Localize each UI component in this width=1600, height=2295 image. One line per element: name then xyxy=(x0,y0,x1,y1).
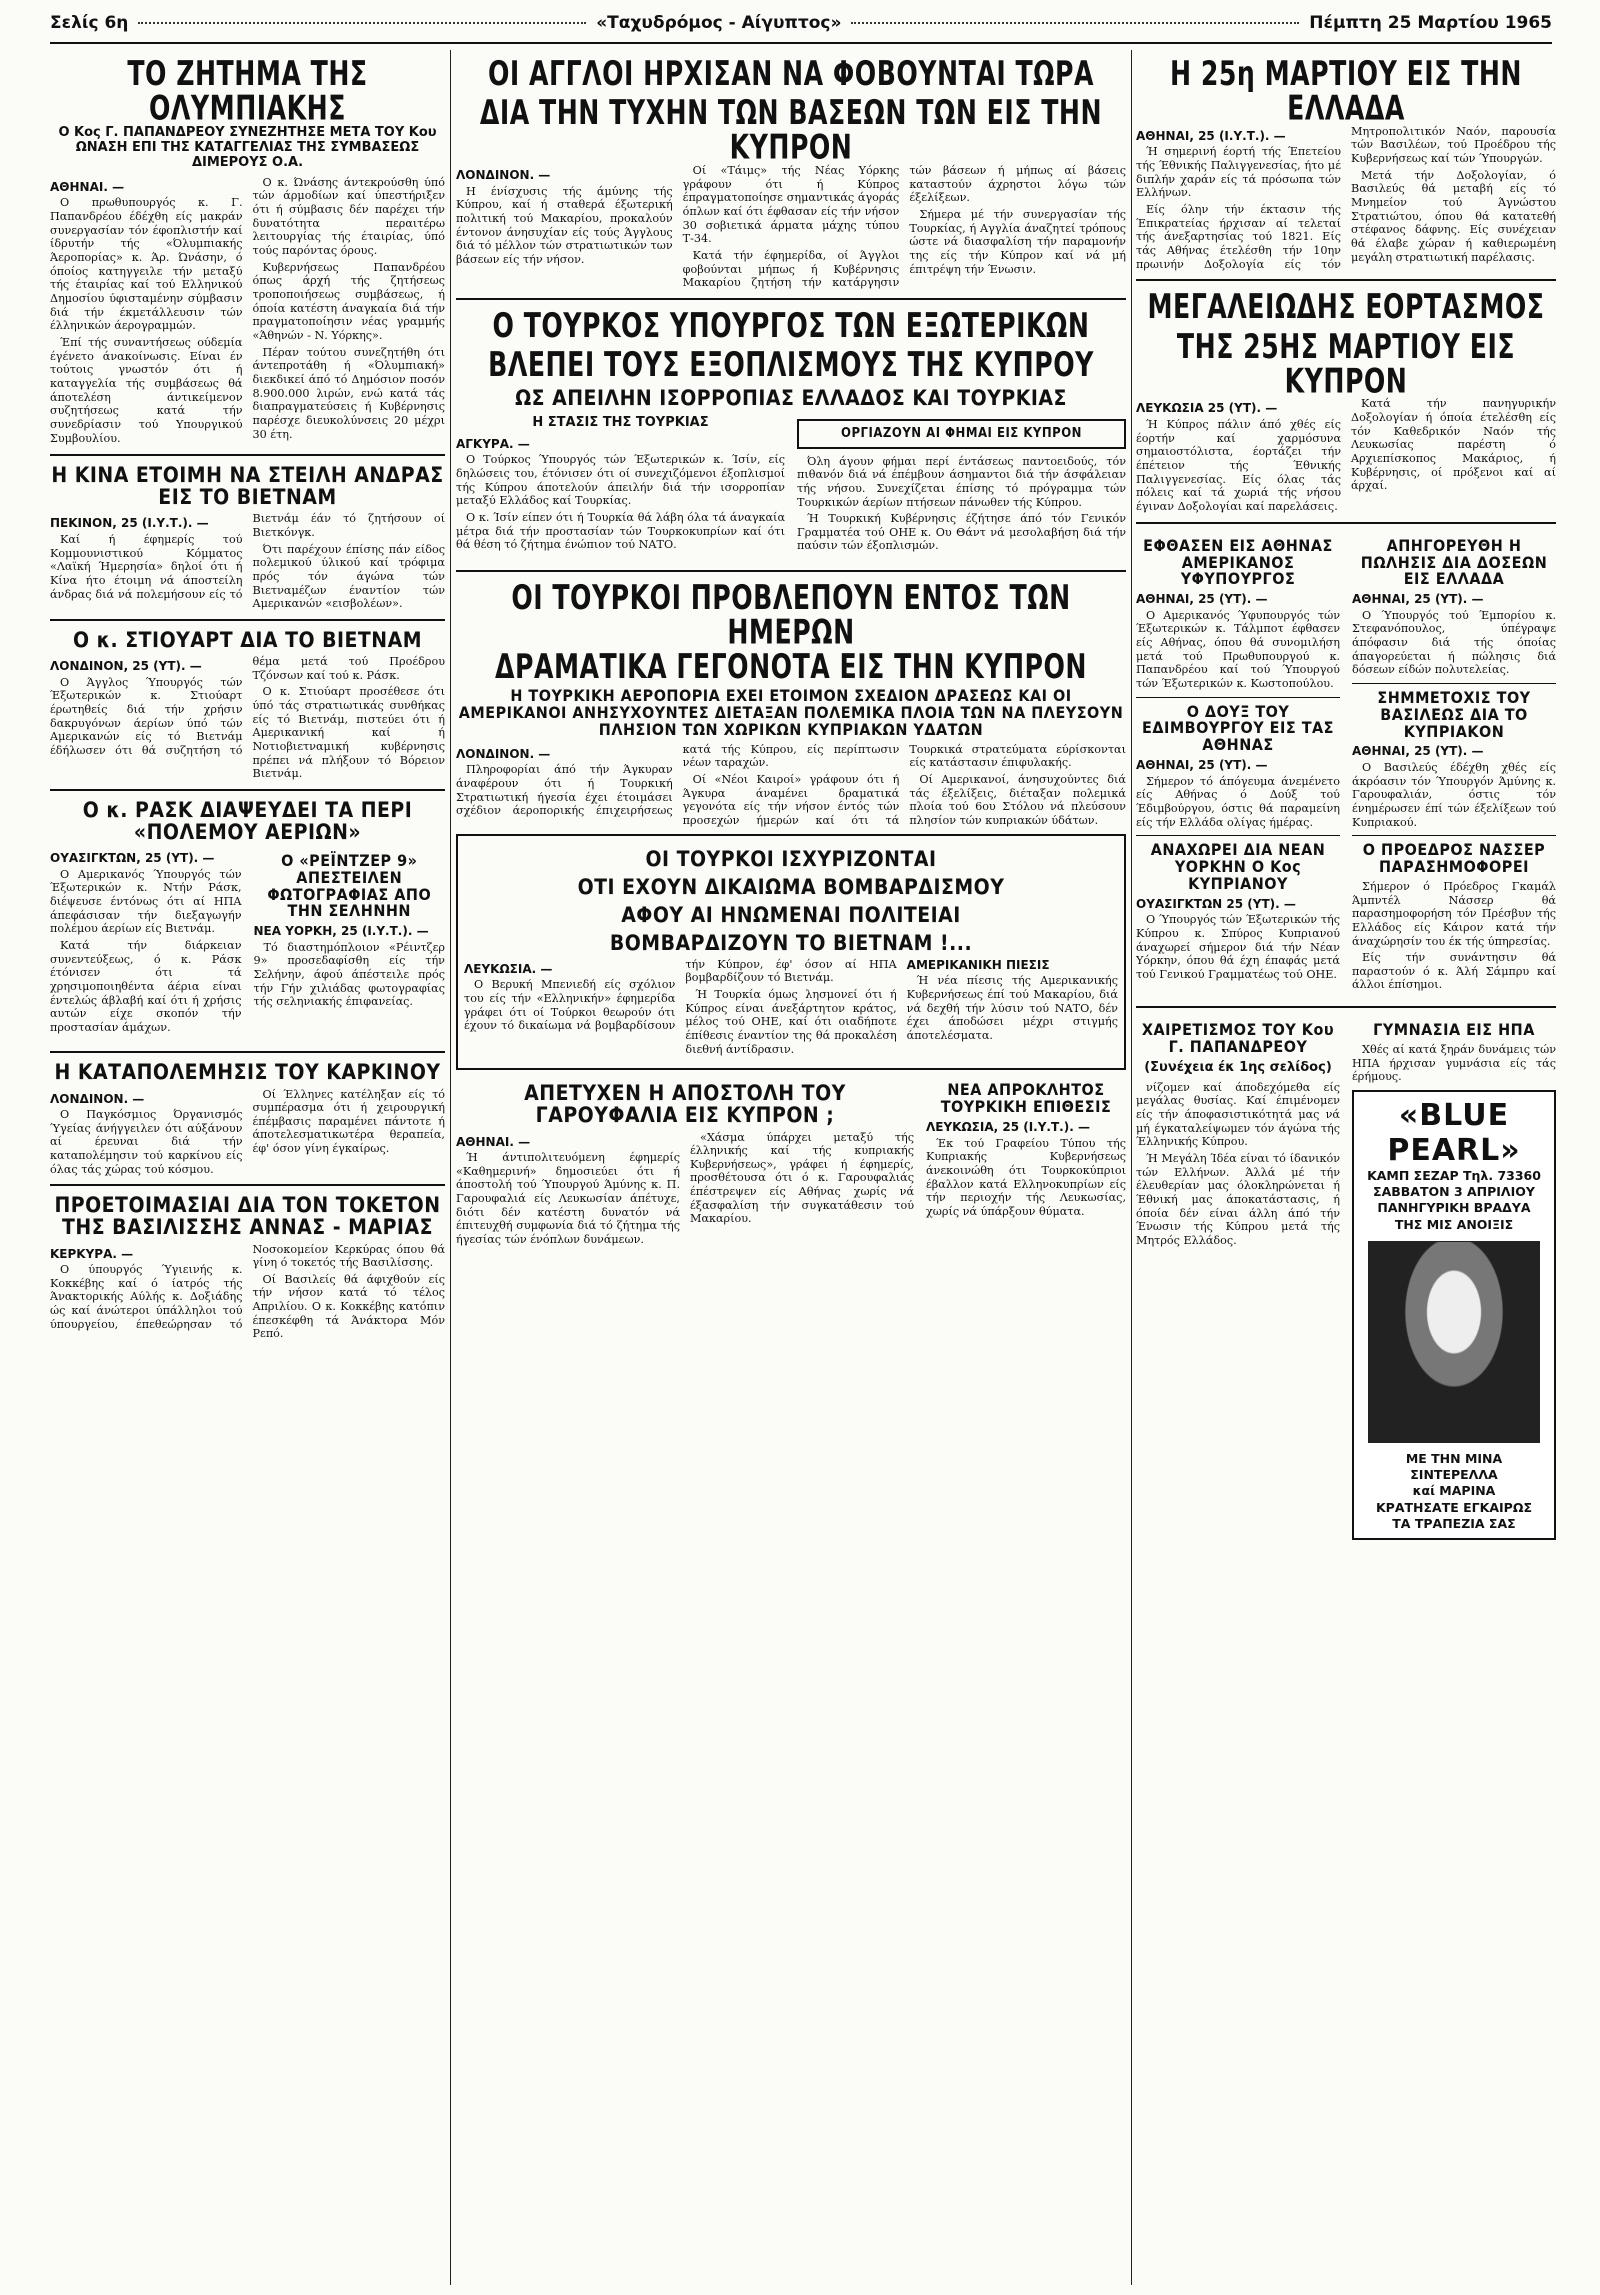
dateline: ΑΘΗΝΑΙ. — xyxy=(50,179,125,194)
ad-photo xyxy=(1368,1241,1540,1443)
headline: ΧΑΙΡΕΤΙΣΜΟΣ ΤΟΥ Κου Γ. ΠΑΠΑΝΔΡΕΟΥ xyxy=(1141,1020,1335,1056)
headline: ΟΙ ΑΓΓΛΟΙ ΗΡΧΙΣΑΝ ΝΑ ΦΟΒΟΥΝΤΑΙ ΤΩΡΑ xyxy=(487,53,1094,94)
headline: ΟΙ ΤΟΥΡΚΟΙ ΠΡΟΒΛΕΠΟΥΝ ΕΝΤΟΣ ΤΩΝ ΗΜΕΡΩΝ xyxy=(511,577,1071,653)
headline: ΒΛΕΠΕΙ ΤΟΥΣ ΕΞΟΠΛΙΣΜΟΥΣ ΤΗΣ ΚΥΠΡΟΥ xyxy=(488,345,1094,385)
folio-divider xyxy=(851,22,1299,24)
headline: Ο ΠΡΟΕΔΡΟΣ ΝΑΣΣΕΡ ΠΑΡΑΣΗΜΟΦΟΡΕΙ xyxy=(1362,840,1546,877)
divider xyxy=(50,619,445,621)
article-body xyxy=(50,847,242,1038)
paragraph: Ο Βασιλεύς έδέχθη χθές είς άκρόασιν τόν Ύπουργόν Άμύνης κ. Γαρουφαλιάν, όστις τόν ένημέρωσεν έπί τών έξελίξεων τού Κυπριακού. xyxy=(1352,761,1556,829)
headline: ΔΡΑΜΑΤΙΚΑ ΓΕΓΟΝΟΤΑ ΕΙΣ ΤΗΝ ΚΥΠΡΟΝ xyxy=(495,646,1087,687)
paragraph: Σήμερον ό Πρόεδρος Γκαμάλ Άμπντέλ Νάσσερ θά παρασημοφορήση τόν Πρέσβυν τής Ελλάδος είς Κάιρον κατά τήν άναχώρησίν του έκ τής ύπηρεσίας. xyxy=(1352,879,1556,948)
article-greeting xyxy=(1136,1016,1340,1546)
headline: ΟΙ ΤΟΥΡΚΟΙ ΙΣΧΥΡΙΖΟΝΤΑΙ xyxy=(645,846,937,871)
ad-line: καί ΜΑΡΙΝΑ xyxy=(1412,1483,1496,1499)
article-nasser xyxy=(1352,842,1556,992)
paragraph: Είς τήν συνάντησιν θά παραστούν ό κ. Άλή Σάμπρυ καί άλλοι έπίσημοι. xyxy=(1352,951,1556,992)
paragraph: Ή σημερινή έορτή τής Έπετείου τής Έθνικής Παλιγγενεσίας, ήτο μέ διπλήν χαράν είς τά πρόσωπα τών Ελλήνων. xyxy=(1136,145,1341,200)
article-duke xyxy=(1136,701,1340,830)
headline: Η ΚΙΝΑ ΕΤΟΙΜΗ ΝΑ ΣΤΕΙΛΗ ΑΝΔΡΑΣ ΕΙΣ ΤΟ ΒΙΕΤΝΑΜ xyxy=(51,463,444,510)
dateline: ΛΕΥΚΩΣΙΑ 25 (ΥΤ). — xyxy=(1136,401,1278,416)
ad-line: ΚΑΜΠ ΣΕΖΑΡ Τηλ. 73360 xyxy=(1367,1167,1541,1183)
article-queen xyxy=(50,1194,445,1341)
ad-brand: «BLUE PEARL» xyxy=(1387,1097,1521,1168)
article-body xyxy=(926,1120,1126,1219)
article-installments xyxy=(1352,535,1556,677)
paragraph: Κατά τήν πανηγυρικήν Δοξολογίαν ή όποία έτελέσθη είς τόν Καθεδρικόν Ναόν τής Λευκωσίας παρέστη ό Αρχιεπίσκοπος Μακάριος, ή Κυβέρνησις, οί πρόξενοι καί αί άρχαί. xyxy=(1351,397,1556,493)
headline: Ο κ. ΣΤΙΟΥΑΡΤ ΔΙΑ ΤΟ ΒΙΕΤΝΑΜ xyxy=(72,627,423,652)
article-body xyxy=(50,1088,445,1177)
headline: ΓΥΜΝΑΣΙΑ ΕΙΣ ΗΠΑ xyxy=(1373,1020,1535,1040)
article-body xyxy=(464,958,1118,1057)
folio-divider xyxy=(138,22,586,24)
article-garoufalias xyxy=(456,1076,914,1252)
divider xyxy=(1136,835,1340,836)
headline: Ο ΔΟΥΞ ΤΟΥ ΕΔΙΜΒΟΥΡΓΟΥ ΕΙΣ ΤΑΣ ΑΘΗΝΑΣ xyxy=(1142,701,1334,755)
article-british-bases xyxy=(456,53,1126,290)
headline: ΟΤΙ ΕΧΟΥΝ ΔΙΚΑΙΩΜΑ ΒΟΜΒΑΡΔΙΣΜΟΥ xyxy=(577,874,1005,899)
dateline: ΑΓΚΥΡΑ. — xyxy=(456,436,530,451)
dateline: ΛΟΝΔΙΝΟΝ. — xyxy=(456,746,551,761)
paragraph: Ο πρωθυπουργός κ. Γ. Παπανδρέου έδέχθη είς μακράν συνεργασίαν τόν έφοπλιστήν καί ίδρυτήν τής «Όλυμπιακής Άεροπορίας» κ. Άρ. Ώνάσην, ό όποίος κατηγγειλε τήν μεταξύ τής έταιρίας καί τού Ελληνικού Δημοσίου ύφισταμένην σύμβασιν διά τήν έκμετάλλευσιν τών έλληνικών άερογραμμών. xyxy=(50,196,243,333)
paragraph: Ή Κύπρος πάλιν άπό χθές είς έορτήν καί χαρμόσυνα σημαιοστόλιστα, έορτάζει τήν έπέτειον τής Έθνικής Παλιγγενεσίας. Είς όλας τάς πόλεις καί τά χωριά τής νήσου έγιναν Δοξολογίαι καί παρελάσεις. xyxy=(1136,418,1341,514)
boxed-subhead: ΟΡΓΙΑΖΟΥΝ ΑΙ ΦΗΜΑΙ ΕΙΣ ΚΥΠΡΟΝ xyxy=(797,419,1126,449)
dateline: ΛΟΝΔΙΝΟΝ, 25 (ΥΤ). — xyxy=(50,658,202,673)
paragraph: «Χάσμα ύπάρχει μεταξύ τής έλληνικής καί τής κυπριακής Κυβερνήσεως», γράφει ή έφημερίς, προσθέτουσα ότι ό κ. Γαρουφαλιάς έπέστρεψεν είς Αθήνας χωρίς νά έξασφαλίση τήν συγκατάθεσιν τού Μακαρίου. xyxy=(690,1130,914,1226)
paragraph: Ο Ύπουργός τών Έξωτερικών τής Κύπρου κ. Σπύρος Κυπριανού άναχωρεί σήμερον διά τήν Νέαν Υόρκην, όπου θά έχη έπαφάς μετά τού Γενικού Γραμματέως τού ΟΗΕ. xyxy=(1136,913,1340,981)
headline: ΕΦΘΑΣΕΝ ΕΙΣ ΑΘΗΝΑΣ ΑΜΕΡΙΚΑΝΟΣ ΥΦΥΠΟΥΡΓΟΣ xyxy=(1143,535,1333,589)
ad-line: ΣΑΒΒΑΤΟΝ 3 ΑΠΡΙΛΙΟΥ xyxy=(1373,1184,1535,1200)
paragraph: Ο Ύπουργός τού Έμπορίου κ. Στεφανόπουλος, ύπέγραψε άπόφασιν διά τής όποίας άπαγορεύεται ή πώλησις διά δόσεων είδών πολυτελείας. xyxy=(1352,608,1556,677)
divider xyxy=(1136,1006,1556,1008)
article-rusk xyxy=(50,799,445,1044)
dateline: ΑΘΗΝΑΙ, 25 (ΥΤ). — xyxy=(1352,592,1484,607)
divider xyxy=(1352,835,1556,836)
article-march25-greece xyxy=(1136,53,1556,271)
article-body xyxy=(1352,880,1556,992)
headline: ΑΦΟΥ ΑΙ ΗΝΩΜΕΝΑΙ ΠΟΛΙΤΕΙΑΙ xyxy=(621,902,961,927)
kicker: Η ΣΤΑΣΙΣ ΤΗΣ ΤΟΥΡΚΙΑΣ xyxy=(532,414,709,430)
headline: Ο ΤΟΥΡΚΟΣ ΥΠΟΥΡΓΟΣ ΤΩΝ ΕΞΩΤΕΡΙΚΩΝ xyxy=(492,305,1090,346)
paragraph: νίζομεν καί άποδεχόμεθα είς μεγάλας θυσίας. Καί έπιμένομεν είς τήν άποφασιστικότητά μας νά μή έγκαταλείψωμεν τόν άγώνα τής Έλληνικής Κύπρου. xyxy=(1136,1080,1340,1149)
article-body xyxy=(254,924,446,1009)
divider xyxy=(50,1051,445,1053)
column-rule xyxy=(1131,50,1132,2285)
page-number: Σελίς 6η xyxy=(50,13,129,33)
paragraph: Ο Αμερικανός Ύφυπουργός τών Έξωτερικών κ. Τάλμποτ έφθασεν είς Αθήνας, όπου θά συνομιλήση μετά τού Πρωθυπουργού κ. Παπανδρέου καί τού Ύπουργού τών Έξωτερικών κ. Κωστοπούλου. xyxy=(1136,608,1340,690)
article-body xyxy=(1136,397,1556,513)
paragraph: Ο Παγκόσμιος Όργανισμός Ύγείας άνήγγειλεν ότι αύξάνουν αί έρευναι διά τήν καταπολέμησιν τού καρκίνου είς όλας τάς χώρας τού κόσμου. xyxy=(50,1108,243,1176)
paragraph: Οί «Τάιμς» τής Νέας Υόρκης γράφουν ότι ή Κύπρος έπραγματοποίησε σημαντικάς άγοράς όπλων καί ότι έφθασαν είς τήν νήσον 30 σοβιετικά άρματα μάχης τύπου Τ-34. xyxy=(682,164,900,246)
inline-subhead: ΑΜΕΡΙΚΑΝΙΚΗ ΠΙΕΣΙΣ xyxy=(906,957,1050,972)
divider xyxy=(456,570,1126,572)
headline: Ο κ. ΡΑΣΚ ΔΙΑΨΕΥΔΕΙ ΤΑ ΠΕΡΙ «ΠΟΛΕΜΟΥ ΑΕΡΙΩΝ» xyxy=(82,797,413,844)
article-kyprianou xyxy=(1136,842,1340,981)
dateline: ΠΕΚΙΝΟΝ, 25 (Ι.Υ.Τ.). — xyxy=(50,516,209,531)
article-body xyxy=(50,1243,445,1342)
paragraph: Έκ τού Γραφείου Τύπου τής Κυπριακής Κυβερνήσεως άνεκοινώθη ότι Τουρκοκύπριοι έβαλλον κατά Ελληνοκυπρίων είς τήν περιοχήν τής Λευκωσίας, χωρίς νά ύπάρξουν θύματα. xyxy=(926,1136,1126,1218)
dateline: ΑΘΗΝΑΙ, 25 (ΥΤ). — xyxy=(1352,744,1484,759)
article-body xyxy=(1136,592,1340,691)
article-stewart xyxy=(50,629,445,781)
advertisement-blue-pearl xyxy=(1352,1090,1556,1540)
headline: ΠΡΟΕΤΟΙΜΑΣΙΑΙ ΔΙΑ ΤΟΝ ΤΟΚΕΤΟΝ ΤΗΣ ΒΑΣΙΛΙΣΣΗΣ ΑΝΝΑΣ - ΜΑΡΙΑΣ xyxy=(54,1193,441,1240)
top-rule xyxy=(50,42,1552,44)
headline: ΒΟΜΒΑΡΔΙΖΟΥΝ ΤΟ ΒΙΕΤΝΑΜ !... xyxy=(609,930,973,955)
paragraph: Οί Έλληνες κατέληξαν είς τό συμπέρασμα ότι ή χειρουργική έπέμβασις παραμένει πάντοτε ή άποτελεσματικωτέρα θεραπεία, έφ' όσον γίνη έγκαίρως. xyxy=(252,1087,445,1156)
paragraph: Ο κ. Ώνάσης άντεκρούσθη ύπό τών άρμοδίων καί ύπεστήριξεν ότι ή σύμβασις δέν παρέχει τήν δυνατότητα περαιτέρω λειτουργίας τής έταιρίας, ύπό τούς παρόντας όρους. xyxy=(252,175,445,258)
article-body xyxy=(456,164,1126,290)
article-body xyxy=(456,743,1126,828)
paragraph: Καί ή έφημερίς τού Κομμουνιστικού Κόμματος «Λαϊκή Ήμερησία» δηλοί ότι ή Κίνα ήτο έτοιμη νά άποστείλη άνδρας διά νά πολεμήσουν είς τό Βιετνάμ έάν τό ζητήσουν οί Βιετκόνγκ. xyxy=(50,512,445,601)
subheadline: Ο Κος Γ. ΠΑΠΑΝΔΡΕΟΥ ΣΥΝΕΖΗΤΗΣΕ ΜΕΤΑ ΤΟΥ Κου ΩΝΑΣΗ ΕΠΙ ΤΗΣ ΚΑΤΑΓΓΕΛΙΑΣ ΤΗΣ ΣΥΜΒΑΣΕΩΣ ΔΙΜΕΡΟΥΣ Ο.Α. xyxy=(58,124,437,170)
paragraph: Έπί τής συναντήσεως ούδεμία έγένετο άνακοίνωσις. Είναι έν τούτοις γνωστόν ότι ή καταγγελία τής συμβάσεως θά άποτελέση άντικείμενον συζητήσεως κατά τήν συνεδρίασιν τού Υπουργικού Συμβουλίου. xyxy=(50,335,243,445)
article-cancer xyxy=(50,1061,445,1176)
headline: ΣΗΜΜΕΤΟΧΙΣ ΤΟΥ ΒΑΣΙΛΕΩΣ ΔΙΑ ΤΟ ΚΥΠΡΙΑΚΟΝ xyxy=(1377,688,1531,741)
article-body xyxy=(50,512,445,611)
paragraph: Πέραν τούτου συνεζητήθη ότι άντεπροτάθη ή «Όλυμπιακή» διεκδικεί άπό τό Δημόσιον ποσόν 8.900.000 λιρών, ενώ κατά τάς διαπραγματεύσεις ή Κυβέρνησις παρέσχε διευκολύνσεις 20 μέχρι 30 έτη. xyxy=(252,345,445,441)
deck: Η ΤΟΥΡΚΙΚΗ ΑΕΡΟΠΟΡΙΑ ΕΧΕΙ ΕΤΟΙΜΟΝ ΣΧΕΔΙΟΝ ΔΡΑΣΕΩΣ ΚΑΙ ΟΙ ΑΜΕΡΙΚΑΝΟΙ ΑΝΗΣΥΧΟΥΝΤΕΣ ΔΙΕΤΑΞΑΝ ΠΟΛΕΜΙΚΑ ΠΛΟΙΑ ΤΩΝ ΝΑ ΠΛΕΥΣΟΥΝ ΠΛΗΣΙΟΝ ΤΩΝ ΧΩΡΙΚΩΝ ΚΥΠΡΙΑΚΩΝ ΥΔΑΤΩΝ xyxy=(458,686,1124,739)
article-ranger xyxy=(254,847,446,1044)
dateline: ΛΟΝΔΙΝΟΝ. — xyxy=(50,1091,145,1106)
continuation-note: (Συνέχεια έκ 1ης σελίδος) xyxy=(1144,1059,1332,1075)
newspaper-name: «Ταχυδρόμος - Αίγυπτος» xyxy=(596,13,842,33)
issue-date: Πέμπτη 25 Μαρτίου 1965 xyxy=(1309,13,1553,33)
dateline: ΝΕΑ ΥΟΡΚΗ, 25 (Ι.Υ.Τ.). — xyxy=(253,924,429,939)
paragraph: Οί Αμερικανοί, άνησυχούντες διά τάς έξελίξεις, διέταξαν πολεμικά πλοία τού 6ου Στόλου νά πλεύσουν πλησίον τών κυπριακών ύδάτων. xyxy=(909,773,1126,827)
article-body xyxy=(456,413,785,556)
dateline: ΛΕΥΚΩΣΙΑ, 25 (Ι.Υ.Τ.). — xyxy=(926,1120,1090,1135)
paragraph: Οί Βασιλείς θά άφιχθούν είς τήν νήσον κατά τό τέλος Απριλίου. Ο κ. Κοκκέβης κατόπιν έπεσκέφθη τά Άνάκτορα Μόν Ρεπό. xyxy=(252,1272,445,1341)
article-body xyxy=(456,1131,914,1247)
article-turkish-minister xyxy=(456,305,1126,562)
paragraph: Ότι παρέχουν έπίσης πάν είδος πολεμικού ύλικού καί τρόφιμα πρός τόν άγώνα τών Βιετναμέζων έναντίον τών Αμερικανών «εισβολέων». xyxy=(252,542,445,611)
dateline: ΑΘΗΝΑΙ, 25 (ΥΤ). — xyxy=(1136,592,1268,607)
headline: ΩΣ ΑΠΕΙΛΗΝ ΙΣΟΡΡΟΠΙΑΣ ΕΛΛΑΔΟΣ ΚΑΙ ΤΟΥΡΚΙΑΣ xyxy=(515,385,1067,410)
ad-line: ΤΗΣ ΜΙΣ ΑΝΟΙΞΙΣ xyxy=(1394,1216,1514,1232)
paragraph: Τό διαστημόπλοιον «Ρέιντζερ 9» προσεδαφίσθη είς τήν Σελήνην, άφού άπέστειλε πρός τήν Γήν χιλιάδας φωτογραφίας τής σεληνιακής έπιφανείας. xyxy=(253,940,445,1009)
article-body xyxy=(1136,758,1340,829)
column-rule xyxy=(450,50,451,2285)
article-china xyxy=(50,464,445,611)
paragraph: Ο Τούρκος Ύπουργός τών Έξωτερικών κ. Ίσίν, είς δηλώσεις του, έτόνισεν ότι οί συνεχιζόμενοι έξοπλισμοί τής Κύπρου άποτελούν άπειλήν διά τήν ισορροπίαν μεταξύ Ελλάδος καί Τουρκίας. xyxy=(456,453,785,508)
paragraph: Είς όλην τήν έκτασιν τής Έπικρατείας ήρχισαν αί τελεταί τής άνεξαρτησίας τού 1821. Είς τάς Αθήνας έτελέσθη τήν 10ην πρωινήν Δοξολογία είς τόν Μητροπολιτικόν Ναόν, παρουσία τών Βασιλέων, τού Προέδρου τής Κυβερνήσεως καί τών Ύπουργών. xyxy=(1136,124,1556,271)
headline: ΜΕΓΑΛΕΙΩΔΗΣ ΕΟΡΤΑΣΜΟΣ xyxy=(1147,286,1545,327)
article-new-attack xyxy=(926,1076,1126,1252)
dateline: ΛΕΥΚΩΣΙΑ. — xyxy=(464,961,553,976)
paragraph: Ή νέα πίεσις τής Αμερικανικής Κυβερνήσεως έπί τού Μακαρίου, διά νά δεχθή τήν λύσιν τού ΝΑΤΟ, δέν έχει άποδώσει μέχρι στιγμής άποτελέσματα. xyxy=(906,974,1118,1043)
paragraph: Κυβερνήσεως Παπανδρέου όπως άρχή τής ζητήσεως τροποποιήσεως συμβάσεως, ή όποία κατέστη άναγκαία διά τήν πραγματοποίησιν νέας γραμμής «Άθηνών - Ν. Υόρκης». xyxy=(252,260,445,342)
paragraph: Κατά τήν έφημερίδα, οί Άγγλοι φοβούνται μήπως ή Κυβέρνησις Μακαρίου ζητήση τήν κατάργησιν τών βάσεων ή μήπως αί βάσεις καταστούν άχρηστοι λόγω τών έξελίξεων. xyxy=(682,164,1126,290)
paragraph: Ο κ. Στιούαρτ προσέθεσε ότι ύπό τάς στρατιωτικάς συνθήκας είς τό Βιετνάμ, πιστεύει ότι ή Αμερικανική καί ή Νοτιοβιετναμική κυβέρνησις πρέπει νά πλήξουν τό Βόρειον Βιετνάμ. xyxy=(252,685,445,781)
headline: ΑΠΕΤΥΧΕΝ Η ΑΠΟΣΤΟΛΗ ΤΟΥ ΓΑΡΟΥΦΑΛΙΑ ΕΙΣ ΚΥΠΡΟΝ ; xyxy=(524,1081,846,1128)
divider xyxy=(1352,683,1556,684)
ad-line: ΚΡΑΤΗΣΑΤΕ ΕΓΚΑΙΡΩΣ xyxy=(1376,1499,1532,1515)
headline: ΝΕΑ ΑΠΡΟΚΛΗΤΟΣ ΤΟΥΡΚΙΚΗ ΕΠΙΘΕΣΙΣ xyxy=(940,1080,1112,1117)
ad-line: ΜΕ ΤΗΝ ΜΙΝΑ ΣΙΝΤΕΡΕΛΛΑ xyxy=(1405,1450,1503,1483)
paragraph: Ο Βερυκή Μπενιεδή είς σχόλιον του είς τήν «Ελληνικήν» έφημερίδα γράφει ότι οί Τούρκοι θεωρούν ότι έχουν τό δικαίωμα νά βομβαρδίσουν τήν Κύπρον, έφ' όσον αί ΗΠΑ βομβαρδίζουν τό Βιετνάμ. xyxy=(464,957,897,1033)
article-king xyxy=(1352,690,1556,829)
paragraph: Όλη άγουν φήμαι περί έντάσεως παντοειδούς, τόν πιθανόν διά νά έπέμβουν άσημαντοι διά τήν άσφάλειαν τής νήσου. Συνεχίζεται έπίσης τό πρόγραμμα τών Τουρκικών άερίων πτήσεων πάνωθεν τής Κύπρου. xyxy=(797,454,1126,509)
paragraph: Ή Τουρκική Κυβέρνησις έζήτησε άπό τόν Γενικόν Γραμματέα τού ΟΗΕ κ. Ου Θάντ νά μεσολαβήση διά τήν παύσιν τών έξοπλισμών. xyxy=(797,512,1126,553)
dateline: ΛΟΝΔΙΝΟΝ. — xyxy=(456,168,551,183)
article-body xyxy=(1136,1081,1340,1248)
headline: Ο «ΡΕΪΝΤΖΕΡ 9» ΑΠΕΣΤΕΙΛΕΝ ΦΩΤΟΓΡΑΦΙΑΣ ΑΠΟ ΤΗΝ ΣΕΛΗΝΗΝ xyxy=(267,850,432,921)
divider xyxy=(50,454,445,456)
article-body xyxy=(1352,1043,1556,1084)
article-body xyxy=(1136,125,1556,272)
article-march25-cyprus xyxy=(1136,286,1556,514)
paragraph: Σήμερον τό άπόγευμα άνεμένετο είς Αθήνας ό Δούξ τού Έδιμβούργου, όστις θά παραμείνη είς τήν Ελλάδα ολίγας ήμέρας. xyxy=(1136,774,1340,829)
column-center xyxy=(456,50,1126,2285)
dateline: ΟΥΑΣΙΓΚΤΩΝ, 25 (ΥΤ). — xyxy=(50,850,215,865)
article-body xyxy=(1352,744,1556,829)
article-body xyxy=(1136,897,1340,982)
article-body xyxy=(50,176,445,446)
divider xyxy=(1136,697,1340,698)
dateline: ΚΕΡΚΥΡΑ. — xyxy=(50,1246,134,1261)
headline: ΤΟ ΖΗΤΗΜΑ ΤΗΣ ΟΛΥΜΠΙΑΚΗΣ xyxy=(127,53,368,129)
paragraph: Χθές αί κατά ξηράν δυνάμεις τών ΗΠΑ ήρχισαν γυμνάσια είς τάς έρήμους. xyxy=(1352,1042,1556,1084)
article-dramatic-events xyxy=(456,577,1126,828)
ad-line: ΠΑΝΗΓΥΡΙΚΗ ΒΡΑΔΥΑ xyxy=(1377,1200,1531,1216)
paragraph: Ή άντιπολιτευόμενη έφημερίς «Καθημερινή» δημοσιεύει ότι ή άποστολή τού Ύπουργού Άμύνης κ. Π. Γαρουφαλιά είς Λευκωσίαν άπέτυχε, διότι δέν κατέστη δυνατόν νά έπιτευχθή συμφωνία διά τό ζήτημα τής ήγεσίας τών ένόπλων δυνάμεων. xyxy=(456,1151,680,1247)
ad-line: ΤΑ ΤΡΑΠΕΖΙΑ ΣΑΣ xyxy=(1392,1515,1516,1531)
column-right xyxy=(1136,50,1556,2285)
divider xyxy=(1136,522,1556,524)
divider xyxy=(456,298,1126,300)
column-left xyxy=(50,50,445,2285)
divider xyxy=(1136,279,1556,281)
headline: Η 25η ΜΑΡΤΙΟΥ ΕΙΣ ΤΗΝ ΕΛΛΑΔΑ xyxy=(1170,53,1522,129)
paragraph: Κατά τήν διάρκειαν συνεντεύξεως, ό κ. Ράσκ έτόνισεν ότι τά χρησιμοποιηθέντα άέρια είναι έντελώς άβλαβή καί ότι ή χρήσις αυτών είχε σκοπόν τήν προστασίαν άμάχων. xyxy=(50,938,242,1034)
article-olympic xyxy=(50,53,445,446)
paragraph: Πληροφορίαι άπό τήν Άγκυραν άναφέρουν ότι ή Τουρκική Στρατιωτική ήγεσία έχει έτοιμάσει σχέδιον άεροπορικής έπιχειρήσεως κατά τής Κύπρου, είς περίπτωσιν νέων ταραχών. xyxy=(456,742,900,818)
divider xyxy=(50,1184,445,1186)
paragraph: Οί «Νέοι Καιροί» γράφουν ότι ή Άγκυρα άναμένει δραματικά γεγονότα είς τήν νήσον έντός τών προσεχών ήμερών καί ότι τά Τουρκικά στρατεύματα εύρίσκονται είς κατάστασιν έπιφυλακής. xyxy=(682,742,1126,827)
paragraph: Ο κ. Ίσίν είπεν ότι ή Τουρκία θά λάβη όλα τά άναγκαία μέτρα διά τήν προστασίαν τών Τουρκοκυπρίων καί ότι θά θέση τό ζήτημα ένώπιον τού ΝΑΤΟ. xyxy=(456,511,785,552)
paragraph: Η ένίσχυσις τής άμύνης τής Κύπρου, καί ή σταθερά έξωτερική πολιτική τού Μακαρίου, προκαλούν έντονον άνησυχίαν είς τούς Άγγλους διά τό μέλλον τών στρατιωτικών των βάσεων είς τήν νήσον. xyxy=(456,184,673,267)
headline: ΑΠΗΓΟΡΕΥΘΗ Η ΠΩΛΗΣΙΣ ΔΙΑ ΔΟΣΕΩΝ ΕΙΣ ΕΛΛΑΔΑ xyxy=(1360,535,1548,589)
paragraph: Μετά τήν Δοξολογίαν, ό Βασιλεύς θά μεταβή είς τό Μνημείον τού Άγνώστου Στρατιώτου, όπου θά κατατεθή στέφανος δάφνης. Είς συνέχειαν θά έλαβε χώραν ή καθιερωμένη μεγάλη στρατιωτική παρέλασις. xyxy=(1351,168,1556,264)
article-body xyxy=(797,413,1126,556)
paragraph: Ή Τουρκία όμως λησμονεί ότι ή Κύπρος είναι άνεξάρτητον κράτος, μέλος τού ΟΗΕ, καί ότι οιαδήποτε έπίθεσις έναντίον της θά προκαλέση διεθνή άντίδρασιν. xyxy=(685,988,897,1056)
dateline: ΑΘΗΝΑΙ. — xyxy=(456,1134,531,1149)
paragraph: Ο Άγγλος Ύπουργός τών Έξωτερικών κ. Στιούαρτ έρωτηθείς διά τήν χρήσιν δακρυγόνων άερίων ύπό τών Αμερικανών είς τό Βιετνάμ έδήλωσεν ότι θά συζητήση τό θέμα μετά τού Προέδρου Τζόνσων καί τού κ. Ράσκ. xyxy=(50,654,445,757)
headline: Η ΚΑΤΑΠΟΛΕΜΗΣΙΣ ΤΟΥ ΚΑΡΚΙΝΟΥ xyxy=(54,1060,441,1085)
dateline: ΑΘΗΝΑΙ, 25 (Ι.Υ.Τ.). — xyxy=(1136,128,1286,143)
paragraph: Ο ύπουργός Ύγιεινής κ. Κοκκέβης καί ό ίατρός τής Άνακτορικής Αύλής κ. Δοξιάδης ώς καί άνώτεροι ύπάλληλοι τού ύπουργείου, έπεθεώρησαν τό Νοσοκομείον Κερκύρας όπου θά γίνη ό τοκετός τής Βασιλίσσης. xyxy=(50,1242,445,1331)
headline: ΤΗΣ 25ΗΣ ΜΑΡΤΙΟΥ ΕΙΣ ΚΥΠΡΟΝ xyxy=(1176,326,1516,402)
paragraph: Ή Μεγάλη Ίδέα είναι τό ίδανικόν τών Ελλήνων. Άλλά μέ τήν έλευθερίαν μας όλοκληρώνεται ή Έθνική μας άποκατάστασις, ή όποία δέν είναι άλλη άπό τήν Ένωσιν τής Κύπρου μετά τής Μητρός Ελλάδος. xyxy=(1136,1152,1340,1247)
headline: ΑΝΑΧΩΡΕΙ ΔΙΑ ΝΕΑΝ ΥΟΡΚΗΝ Ο Κος ΚΥΠΡΙΑΝΟΥ xyxy=(1150,840,1326,893)
article-bombing-claims xyxy=(456,834,1126,1071)
folio-bar xyxy=(50,8,1552,38)
dateline: ΟΥΑΣΙΓΚΤΩΝ 25 (ΥΤ). — xyxy=(1136,896,1296,911)
article-exercises xyxy=(1352,1022,1556,1084)
paragraph: Ο Αμερικανός Ύπουργός τών Έξωτερικών κ. Ντήν Ράσκ, διέψευσε έντόνως ότι αί ΗΠΑ άπεφάσισαν τήν διεξαγωγήν πολέμου άερίων είς Βιετνάμ. xyxy=(50,867,242,936)
article-body xyxy=(1352,592,1556,677)
headline: ΔΙΑ ΤΗΝ ΤΥΧΗΝ ΤΩΝ ΒΑΣΕΩΝ ΤΩΝ ΕΙΣ ΤΗΝ ΚΥΠΡΟΝ xyxy=(479,92,1103,168)
article-undersecretary xyxy=(1136,535,1340,691)
paragraph: Σήμερα μέ τήν συνεργασίαν τής Τουρκίας, ή Αγγλία άναζητεί τρόπους ώστε νά διασφαλίση τήν παραμονήν της είς τήν Κύπρον καί νά μή έπιτρέψη τήν Ένωσιν. xyxy=(909,208,1126,276)
divider xyxy=(50,789,445,791)
article-body xyxy=(50,655,445,781)
dateline: ΑΘΗΝΑΙ, 25 (ΥΤ). — xyxy=(1136,758,1268,773)
